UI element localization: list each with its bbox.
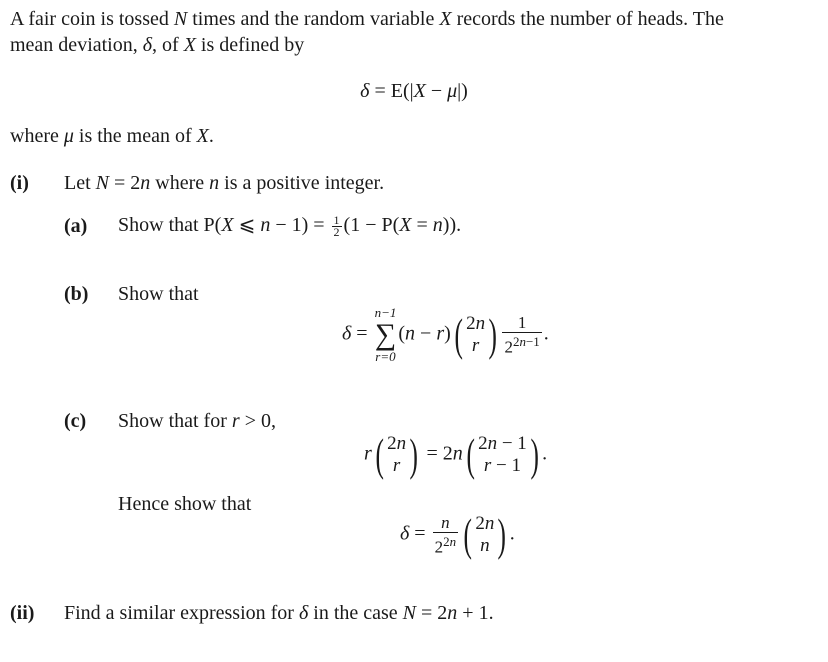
part-b-formula: δ = n−1 ∑ r=0 (n − r) ( 2n r ) $\frac{1}{2^{2n-1}}$ .: [342, 305, 549, 364]
part-i-label: (i): [10, 172, 29, 194]
definition-formula: δ = E(|X − μ|): [360, 80, 468, 102]
part-b-text: Show that: [118, 283, 199, 305]
hence-text: Hence show that: [118, 493, 252, 515]
part-c-formula: r ( 2n r ) = 2n ( 2n − 1 r − 1 ) .: [364, 429, 548, 480]
part-c-label: (c): [64, 410, 87, 432]
intro-line-2: mean deviation, δ, of X is defined by: [10, 34, 305, 56]
part-ii-label: (ii): [10, 602, 35, 624]
part-a-text: Show that P(X ⩽ n − 1) = $\frac{1}{2}$ (1 − P(X = n)).: [118, 212, 462, 239]
part-c-text: Show that for r > 0,: [118, 410, 276, 432]
intro-line-1: A fair coin is tossed N times and the random variable X records the number of heads. The: [10, 8, 724, 30]
part-b-label: (b): [64, 283, 89, 305]
part-ii-text: Find a similar expression for δ in the case N = 2n + 1.: [64, 602, 494, 624]
hence-formula: δ = $\frac{n}{2^{2n}}$ ( 2n n ) .: [400, 509, 515, 560]
intro-where: where μ is the mean of X.: [10, 125, 214, 147]
part-i-text: Let N = 2n where n is a positive integer.: [64, 172, 385, 194]
part-a-label: (a): [64, 215, 88, 237]
